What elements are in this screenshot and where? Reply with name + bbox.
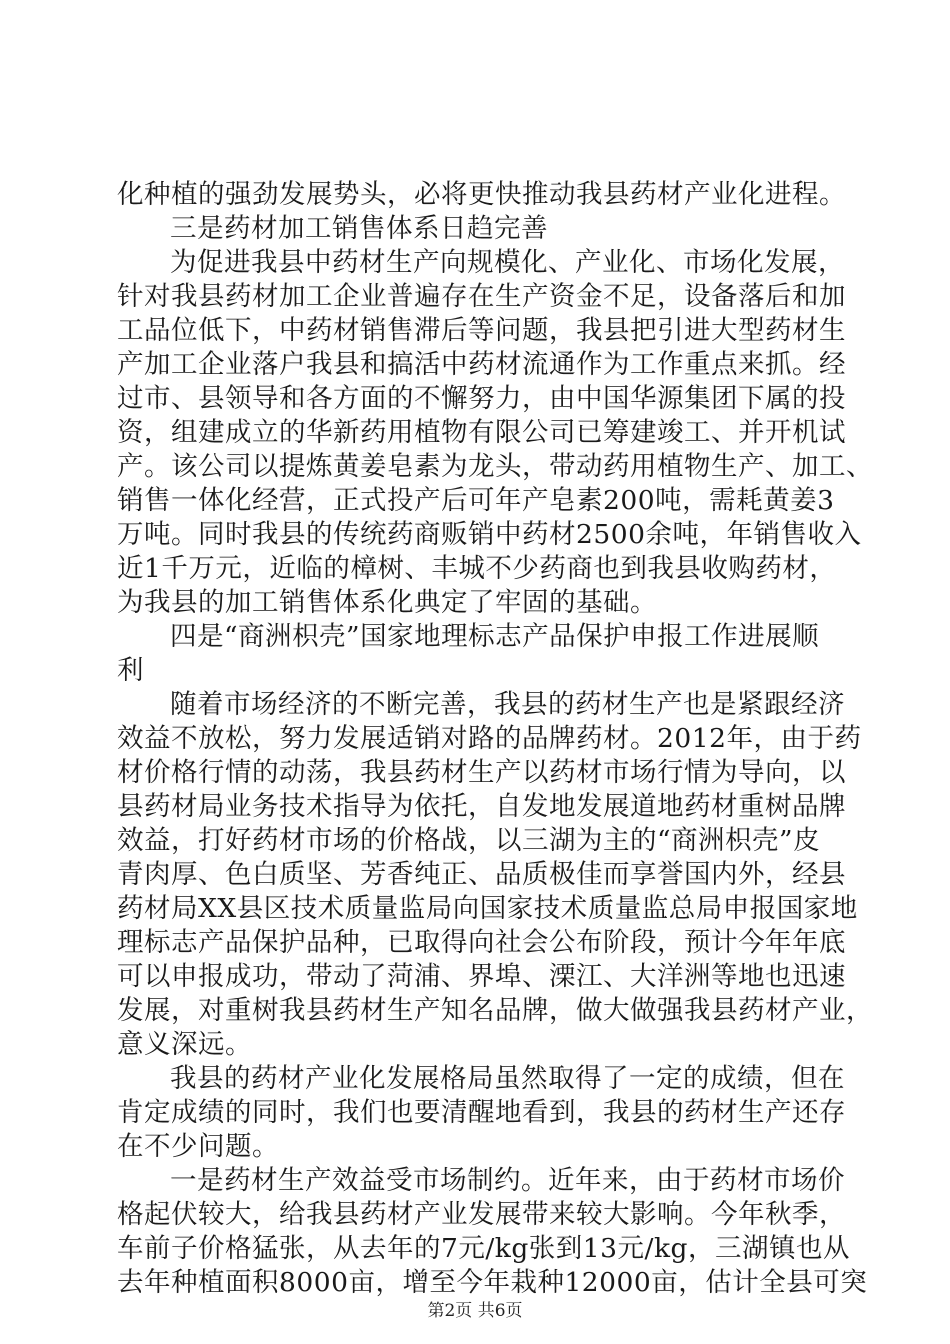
text-line: 县药材局业务技术指导为依托，自发地发展道地药材重树品牌: [117, 791, 846, 822]
text-line: 资，组建成立的华新药用植物有限公司已筹建竣工、并开机试: [117, 417, 846, 448]
text-line: 在不少问题。: [117, 1131, 279, 1162]
page-footer: 第2页 共6页: [427, 1301, 523, 1321]
text-line: 可以申报成功，带动了菏浦、界埠、溧江、大洋洲等地也迅速: [117, 961, 846, 992]
text-line: 效益，打好药材市场的价格战，以三湖为主的“商洲枳壳”皮: [117, 825, 821, 856]
text-line: 车前子价格猛张，从去年的7元/kg张到13元/kg，三湖镇也从: [117, 1233, 850, 1264]
text-line: 过市、县领导和各方面的不懈努力，由中国华源集团下属的投: [117, 383, 846, 414]
text-line: 为促进我县中药材生产向规模化、产业化、市场化发展，: [170, 247, 845, 278]
text-line: 近1千万元，近临的樟树、丰城不少药商也到我县收购药材，: [117, 553, 837, 584]
text-line: 针对我县药材加工企业普遍存在生产资金不足，设备落后和加: [117, 281, 846, 312]
section-heading: 三是药材加工销售体系日趋完善: [170, 213, 548, 244]
text-line: 去年种植面积8000亩，增至今年栽种12000亩，估计全县可突: [117, 1267, 868, 1298]
text-line: 青肉厚、色白质坚、芳香纯正、品质极佳而享誉国内外，经县: [117, 859, 846, 890]
text-line: 意义深远。: [117, 1029, 252, 1060]
section-heading: 利: [117, 655, 144, 686]
text-line: 为我县的加工销售体系化典定了牢固的基础。: [117, 587, 657, 618]
text-line: 材价格行情的动荡，我县药材生产以药材市场行情为导向，以: [117, 757, 846, 788]
text-line: 销售一体化经营，正式投产后可年产皂素200吨，需耗黄姜3: [117, 485, 835, 516]
text-line: 一是药材生产效益受市场制约。近年来，由于药材市场价: [170, 1165, 845, 1196]
text-line: 产。该公司以提炼黄姜皂素为龙头，带动药用植物生产、加工、: [117, 451, 873, 482]
text-line: 产加工企业落户我县和搞活中药材流通作为工作重点来抓。经: [117, 349, 846, 380]
text-line: 随着市场经济的不断完善，我县的药材生产也是紧跟经济: [170, 689, 845, 720]
text-line: 我县的药材产业化发展格局虽然取得了一定的成绩，但在: [170, 1063, 845, 1094]
text-line: 工品位低下，中药材销售滞后等问题，我县把引进大型药材生: [117, 315, 846, 346]
text-line: 化种植的强劲发展势头，必将更快推动我县药材产业化进程。: [117, 179, 846, 210]
text-line: 万吨。同时我县的传统药商贩销中药材2500余吨，年销售收入: [117, 519, 862, 550]
section-heading: 四是“商洲枳壳”国家地理标志产品保护申报工作进展顺: [170, 621, 820, 652]
text-line: 发展，对重树我县药材生产知名品牌，做大做强我县药材产业，: [117, 995, 873, 1026]
text-line: 肯定成绩的同时，我们也要清醒地看到，我县的药材生产还存: [117, 1097, 846, 1128]
text-line: 效益不放松，努力发展适销对路的品牌药材。2012年，由于药: [117, 723, 862, 754]
text-line: 格起伏较大，给我县药材产业发展带来较大影响。今年秋季，: [117, 1199, 846, 1230]
text-line: 理标志产品保护品种，已取得向社会公布阶段，预计今年年底: [117, 927, 846, 958]
text-line: 药材局XX县区技术质量监局向国家技术质量监总局申报国家地: [117, 893, 858, 924]
